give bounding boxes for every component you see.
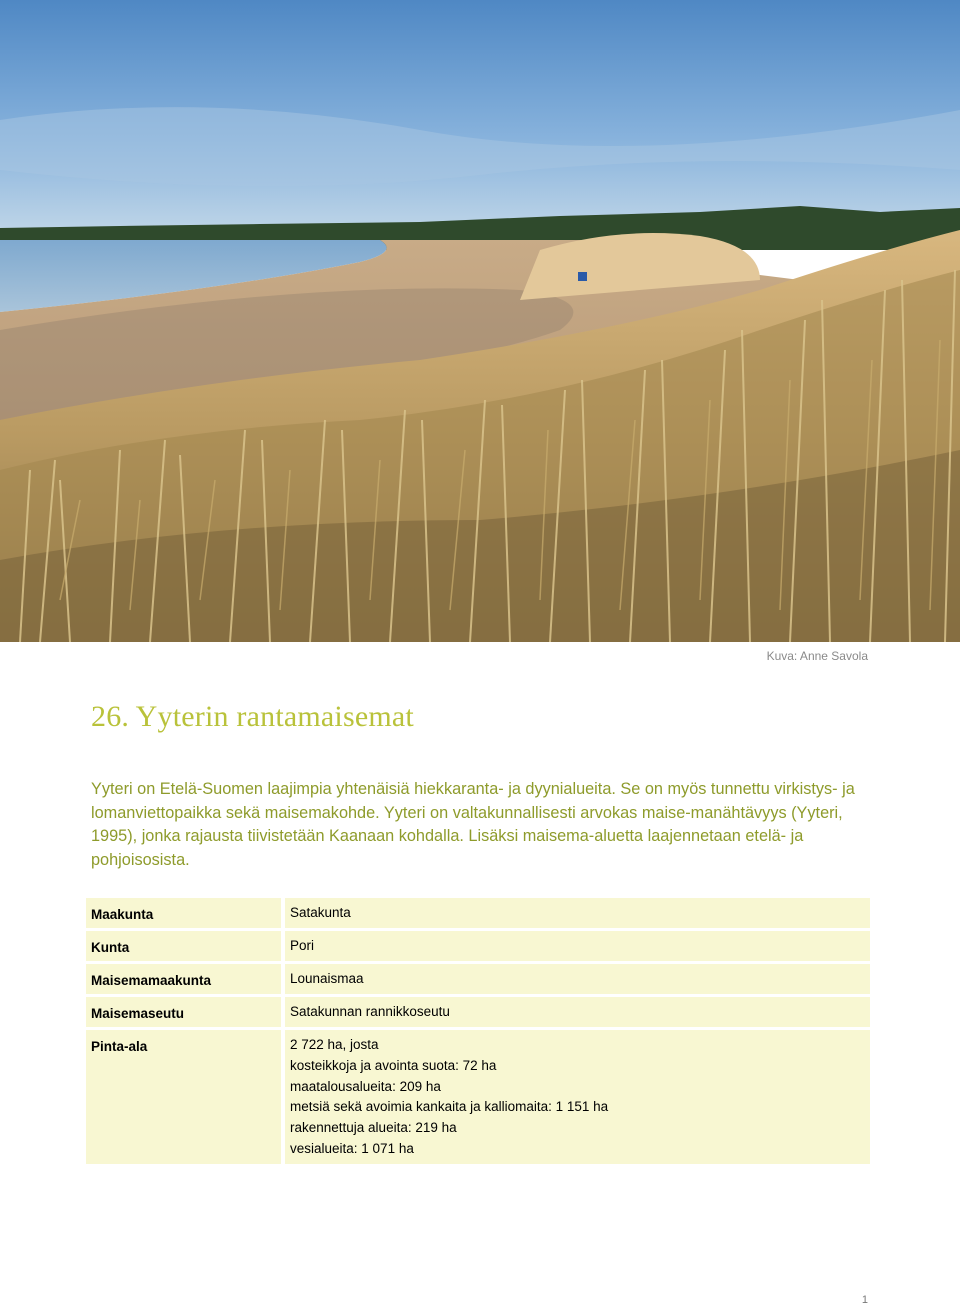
- row-label: Kunta: [86, 931, 281, 961]
- area-line: rakennettuja alueita: 219 ha: [290, 1120, 457, 1136]
- row-value: Lounaismaa: [285, 964, 870, 994]
- page-number: 1: [861, 1294, 868, 1306]
- table-row: [86, 931, 870, 961]
- area-line: maatalousalueita: 209 ha: [290, 1078, 441, 1094]
- table-row: [86, 964, 870, 994]
- table-row-area: [86, 1030, 870, 1164]
- row-label: Maisemamaakunta: [86, 964, 281, 994]
- info-table: [86, 895, 870, 1167]
- row-value: Satakunta: [285, 898, 870, 928]
- row-label: Maisemaseutu: [86, 997, 281, 1027]
- area-line: metsiä sekä avoimia kankaita ja kalliomaita: 1 151 ha: [290, 1099, 609, 1115]
- photo-credit: Kuva: Anne Savola: [766, 649, 868, 663]
- row-value: Pori: [285, 931, 870, 961]
- row-label: Maakunta: [86, 898, 281, 928]
- table-row: [86, 997, 870, 1027]
- page-title: 26. Yyterin rantamaisemat: [91, 700, 414, 733]
- intro-paragraph: Yyteri on Etelä-Suomen laajimpia yhtenäisiä hiekkaranta- ja dyynialueita. Se on myös tunnettu virkistys- ja lomanviettopaikka sekä maisemakohde. Yyteri on valtakunnallisesti arvokas maise-manähtävyys (Yyteri, 1995), jonka rajausta tiivistetään Kaanaan kohdalla. Lisäksi maisema-aluetta laajennetaan etelä- ja pohjoisosista.: [91, 780, 855, 869]
- row-label: Pinta-ala: [86, 1030, 281, 1164]
- beach-dunes-photo: [0, 0, 960, 642]
- photo-illustration: [0, 0, 960, 642]
- area-line: 2 722 ha, josta: [290, 1037, 379, 1052]
- area-line: vesialueita: 1 071 ha: [290, 1140, 414, 1156]
- area-breakdown: [285, 1030, 870, 1164]
- table-row: [86, 898, 870, 928]
- row-value: Satakunnan rannikkoseutu: [285, 997, 870, 1027]
- area-line: kosteikkoja ja avointa suota: 72 ha: [290, 1057, 497, 1073]
